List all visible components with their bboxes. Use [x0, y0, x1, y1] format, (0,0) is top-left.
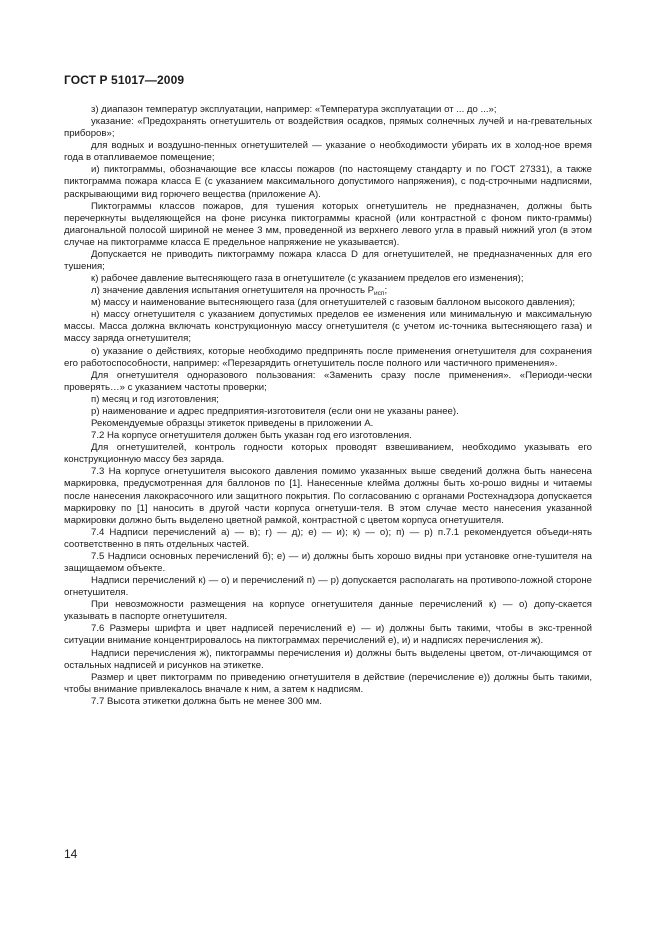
paragraph: Для огнетушителей, контроль годности которых проводят взвешиванием, необходимо указывать его конструкционную массу без заряда. — [64, 442, 592, 466]
paragraph: з) диапазон температур эксплуатации, например: «Температура эксплуатации от ... до ...»; — [91, 104, 497, 115]
paragraph: При невозможности размещения на корпусе огнетушителя данные перечислений к) — о) допу-скается указывать в паспорте огнетушителя. — [64, 599, 592, 623]
standard-header: ГОСТ Р 51017—2009 — [64, 73, 185, 87]
paragraph: Надписи перечислений к) — о) и перечислений п) — р) допускается располагать на противопо-ложной стороне огнетушителя. — [64, 575, 592, 599]
paragraph: к) рабочее давление вытесняющего газа в огнетушителе (с указанием пределов его изменения); — [91, 273, 524, 285]
paragraph: п) месяц и год изготовления; — [91, 393, 219, 405]
paragraph: Рекомендуемые образцы этикеток приведены в приложении А. — [91, 418, 374, 430]
paragraph: 7.4 Надписи перечислений а) — в); г) — д); е) — и); к) — о); п) — р) п.7.1 рекомендуется объеди-нять соответственно в пять отдельных частей. — [64, 526, 592, 550]
page-number: 14 — [64, 847, 78, 861]
paragraph: Для огнетушителя одноразового пользования: «Заменить сразу после применения». «Периоди-чески проверять…» с указанием частоты проверки; — [64, 369, 592, 393]
document-body — [64, 104, 592, 708]
semicolon: ; — [384, 285, 388, 297]
paragraph: 7.3 На корпусе огнетушителя высокого давления помимо указанных выше сведений должна быть нанесена маркировка, предусмотренная для баллонов по [1]. Нанесенные клейма должны быть хо-рошо видны и читаемы после нанесения лакокрасочного или защитного покрытия. По согласованию с органами Ростехнадзора допускается маркировку по [1] наносить в другой части корпуса огнетуши-теля. В этом случае место нанесения указанной маркировки должно быть выделено цветной рамкой, контрастной с цветом корпуса огнетушителя. — [64, 466, 592, 526]
paragraph: 7.7 Высота этикетки должна быть не менее 300 мм. — [91, 695, 322, 707]
paragraph: м) массу и наименование вытесняющего газа (для огнетушителей с газовым баллоном высокого давления); — [91, 297, 576, 309]
paragraph: для водных и воздушно-пенных огнетушителей — указание о необходимости убирать их в холод-ное время года в отапливаемое помещение; — [64, 140, 592, 164]
paragraph: и) пиктограммы, обозначающие все классы пожаров (по настоящему стандарту и по ГОСТ 27331), а также пиктограмма пожара класса Е (с указанием максимального допустимого напряжения), с под-строчными надписями, раскрывающими вид горючего вещества (приложение А). — [64, 164, 592, 200]
paragraph: 7.6 Размеры шрифта и цвет надписей перечислений е) — и) должны быть такими, чтобы в экс-тренной ситуации внимание концентрировалось на пиктограммах перечислений е), и) и надписях перечисления ж). — [64, 623, 592, 647]
paragraph: 7.5 Надписи основных перечислений б); е) — и) должны быть хорошо видны при установке огне-тушителя на защищаемом объекте. — [64, 550, 592, 574]
subscript-isp: исп — [374, 290, 385, 298]
paragraph: Размер и цвет пиктограмм по приведению огнетушителя в действие (перечисление е)) должны быть такими, чтобы внимание привлекалось вначале к ним, а затем к надписям. — [64, 671, 592, 695]
paragraph: о) указание о действиях, которые необходимо предпринять после применения огнетушителя для сохранения его работоспособности, например: «Перезарядить огнетушитель после полного или частичного применения». — [64, 345, 592, 369]
paragraph: р) наименование и адрес предприятия-изготовителя (если они не указаны ранее). — [91, 405, 459, 417]
paragraph: Пиктограммы классов пожаров, для тушения которых огнетушитель не предназначен, должны быть перечеркнуты выделяющейся на фоне рисунка пиктограммы красной (или контрастной с фоном пикто-граммы) диагональной полосой шириной не менее 3 мм, проведенной из верхнего левого угла в правый нижний угол (в этом случае на пиктограмме класса Е предельное напряжение не указывается). — [64, 200, 592, 248]
paragraph: Надписи перечисления ж), пиктограммы перечисления и) должны быть выделены цветом, от-личающимся от остальных надписей и рисунков на этикетке. — [64, 647, 592, 671]
paragraph: указание: «Предохранять огнетушитель от воздействия осадков, прямых солнечных лучей и на-гревательных приборов»; — [64, 116, 592, 140]
paragraph: 7.2 На корпусе огнетушителя должен быть указан год его изготовления. — [91, 430, 412, 442]
paragraph: н) массу огнетушителя с указанием допустимых пределов ее изменения или минимальную и максимальную массы. Масса должна включать конструкционную массу огнетушителя (с учетом ис-точника вытесняющего газа) и массу заряда огнетушителя; — [64, 309, 592, 345]
paragraph-test-pressure — [64, 285, 592, 297]
paragraph: Допускается не приводить пиктограмму пожара класса D для огнетушителей, не предназначенных для его тушения; — [64, 248, 592, 273]
paragraph-text: л) значение давления испытания огнетушителя на прочность Р — [91, 285, 375, 297]
